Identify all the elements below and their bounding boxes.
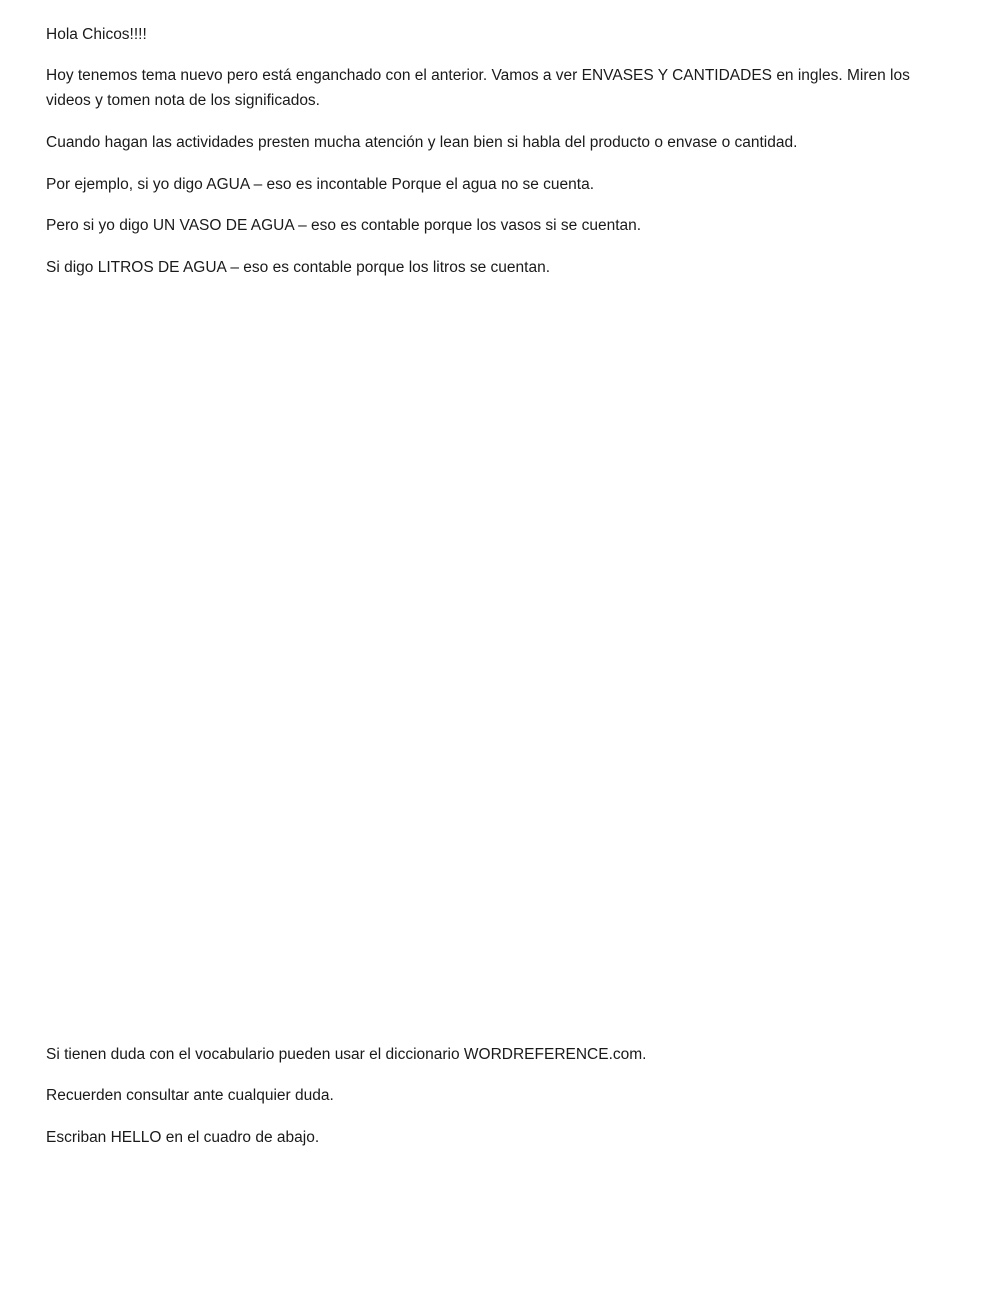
instructions-paragraph: Cuando hagan las actividades presten mucha atención y lean bien si habla del producto o envase o cantidad.	[46, 134, 798, 151]
task-instruction: Escriban HELLO en el cuadro de abajo.	[46, 1129, 320, 1146]
consult-note: Recuerden consultar ante cualquier duda.	[46, 1087, 334, 1104]
greeting-text: Hola Chicos!!!!	[46, 26, 147, 43]
example-uncountable: Por ejemplo, si yo digo AGUA – eso es incontable Porque el agua no se cuenta.	[46, 176, 595, 193]
topic-paragraph: Hoy tenemos tema nuevo pero está enganchado con el anterior. Vamos a ver ENVASES Y CANTIDADES en ingles. Miren los videos y tomen nota de los significados.	[46, 67, 910, 109]
example-glass-of-water: Pero si yo digo UN VASO DE AGUA – eso es contable porque los vasos si se cuentan.	[46, 217, 642, 234]
example-liters-of-water: Si digo LITROS DE AGUA – eso es contable porque los litros se cuentan.	[46, 259, 551, 276]
dictionary-tip: Si tienen duda con el vocabulario pueden usar el diccionario WORDREFERENCE.com.	[46, 1046, 647, 1063]
